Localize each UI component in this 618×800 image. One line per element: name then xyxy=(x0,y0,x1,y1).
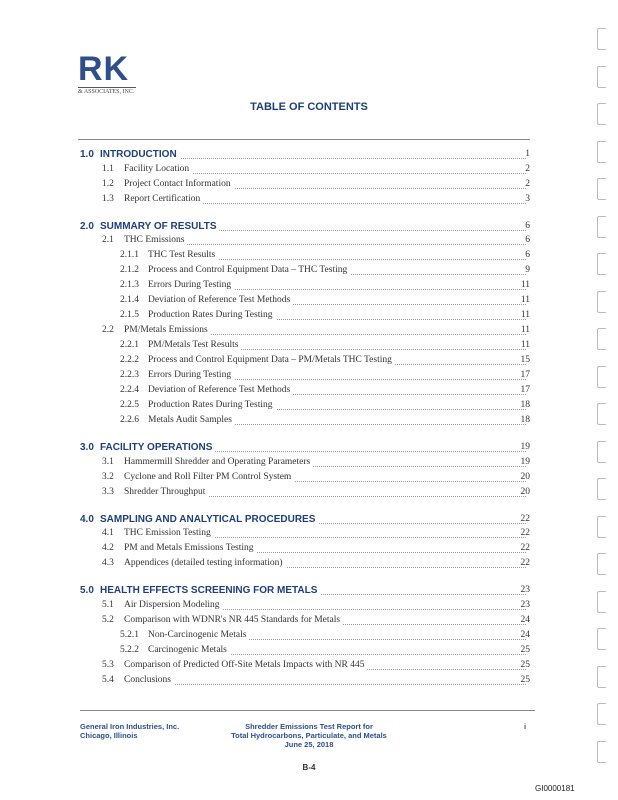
toc-entry-label xyxy=(80,514,318,525)
toc-entry xyxy=(0,340,618,354)
toc-entry-number: 3.3 xyxy=(102,486,114,497)
toc-entry-label xyxy=(102,472,294,482)
toc-entry-page: 22 xyxy=(520,543,530,553)
binder-tab xyxy=(597,328,606,350)
toc-entry-page: 3 xyxy=(525,193,530,204)
toc-entry-number: 2.1 xyxy=(102,235,114,245)
toc-entry xyxy=(0,472,618,486)
toc-entry-text: FACILITY OPERATIONS xyxy=(100,442,213,453)
footer-company: General Iron Industries, Inc. xyxy=(80,722,180,731)
toc-entry-number: 5.2 xyxy=(102,614,114,625)
toc-entry-page: 11 xyxy=(520,280,530,290)
binder-tab xyxy=(597,28,606,50)
toc-entry-number: 5.4 xyxy=(102,674,114,685)
toc-entry-text: Process and Control Equipment Data – THC Testing xyxy=(148,265,348,275)
toc-entry xyxy=(0,442,618,456)
toc-entry-page: 6 xyxy=(525,220,530,231)
binder-tab xyxy=(597,553,606,575)
binder-tab xyxy=(597,703,606,725)
footer-report-subtitle: Total Hydrocarbons, Particulate, and Metals xyxy=(231,731,387,740)
toc-entry-label xyxy=(120,280,234,290)
toc-entry-text: SAMPLING AND ANALYTICAL PROCEDURES xyxy=(100,513,316,525)
toc-entry xyxy=(0,194,618,208)
toc-entry-page: 23 xyxy=(520,585,530,595)
toc-entry-page: 11 xyxy=(520,325,530,335)
toc-entry-text: PM and Metals Emissions Testing xyxy=(124,543,254,553)
toc-entry-label xyxy=(120,295,293,305)
toc-entry xyxy=(0,675,618,689)
logo-subtitle: & ASSOCIATES, INC. xyxy=(78,89,135,95)
binder-tab xyxy=(597,103,606,125)
toc-entry-number: 1.2 xyxy=(102,178,114,189)
toc-entry xyxy=(0,235,618,249)
toc-entry-text: THC Test Results xyxy=(148,250,216,260)
toc-entry xyxy=(0,250,618,264)
toc-entry-number: 2.2.2 xyxy=(120,355,139,365)
binder-tab xyxy=(597,216,606,238)
toc-entry-text: PM/Metals Emissions xyxy=(124,325,208,335)
toc-entry-text: SUMMARY OF RESULTS xyxy=(100,220,217,232)
toc-entry xyxy=(0,585,618,599)
toc-entry-text: Conclusions xyxy=(124,674,171,685)
toc-entry-label xyxy=(102,600,223,610)
page-label: B-4 xyxy=(302,763,316,772)
toc-entry-text: Appendices (detailed testing information) xyxy=(124,558,283,568)
toc-entry-label xyxy=(102,325,211,335)
toc-entry xyxy=(0,221,618,235)
toc-entry xyxy=(0,514,618,528)
toc-title: TABLE OF CONTENTS xyxy=(250,101,368,113)
toc-entry-label xyxy=(102,543,257,553)
toc-entry-label xyxy=(80,585,320,596)
toc-entry-page: 17 xyxy=(520,385,530,395)
toc-entry xyxy=(0,615,618,629)
toc-entry-page: 22 xyxy=(520,528,530,538)
toc-leader-dots xyxy=(112,675,526,685)
binder-tab xyxy=(597,66,606,88)
toc-entry-text: Project Contact Information xyxy=(124,178,231,189)
toc-entry-text: Errors During Testing xyxy=(148,370,232,380)
toc-entry-page: 2 xyxy=(525,163,530,174)
toc-entry-label xyxy=(102,615,343,625)
toc-entry-page: 22 xyxy=(520,513,530,524)
binder-tab xyxy=(597,516,606,538)
toc-entry-page: 6 xyxy=(525,250,530,260)
toc-entry-number: 2.1.3 xyxy=(120,280,139,290)
toc-entry-number: 2.2.5 xyxy=(120,400,139,410)
toc-entry-label xyxy=(102,235,187,245)
toc-entry-number: 5.3 xyxy=(102,659,114,670)
binder-tab xyxy=(597,666,606,688)
toc-entry-number: 3.0 xyxy=(80,442,94,453)
toc-entry-text: Carcinogenic Metals xyxy=(148,644,227,655)
toc-entry xyxy=(0,528,618,542)
toc-entry xyxy=(0,280,618,294)
toc-entry-label xyxy=(120,355,395,365)
toc-entry-number: 1.0 xyxy=(80,149,94,160)
toc-entry-number: 4.0 xyxy=(80,513,94,525)
toc-entry-text: Cyclone and Roll Filter PM Control System xyxy=(124,471,292,482)
company-logo xyxy=(78,52,136,95)
binder-tab xyxy=(597,591,606,613)
toc-entry xyxy=(0,558,618,572)
toc-entry-text: Facility Location xyxy=(124,163,190,174)
toc-entry-text: Errors During Testing xyxy=(148,280,232,290)
toc-entry xyxy=(0,310,618,324)
toc-entry-label xyxy=(120,400,276,410)
toc-entry-number: 2.2 xyxy=(102,325,114,335)
toc-entry-page: 20 xyxy=(520,486,530,497)
toc-entry-text: Air Dispersion Modeling xyxy=(124,599,220,610)
toc-entry xyxy=(0,645,618,659)
toc-entry-page: 23 xyxy=(520,599,530,610)
toc-entry-label xyxy=(102,675,174,685)
toc-entry-number: 1.1 xyxy=(102,163,114,174)
toc-entry-number: 2.2.3 xyxy=(120,370,139,380)
toc-entry-page: 9 xyxy=(525,265,530,275)
toc-entry-label xyxy=(102,179,234,189)
toc-entry-label xyxy=(102,528,214,538)
toc-entry-page: 19 xyxy=(520,442,530,452)
toc-entry-number: 3.2 xyxy=(102,471,114,482)
toc-entry-number: 5.0 xyxy=(80,585,94,596)
toc-entry-page: 20 xyxy=(520,471,530,482)
toc-entry-page: 2 xyxy=(525,178,530,189)
toc-entry-label xyxy=(120,415,235,425)
toc-entry-text: Hammermill Shredder and Operating Parameters xyxy=(124,456,311,467)
toc-entry-number: 2.0 xyxy=(80,220,94,232)
binder-tab xyxy=(597,178,606,200)
toc-entry-text: PM/Metals Test Results xyxy=(148,340,239,350)
toc-entry-label xyxy=(102,660,367,670)
toc-entry-number: 5.2.1 xyxy=(120,629,139,640)
toc-entry-number: 2.1.2 xyxy=(120,265,139,275)
toc-entry-text: Report Certification xyxy=(124,193,201,204)
toc-entry-label xyxy=(120,340,241,350)
toc-entry-text: Deviation of Reference Test Methods xyxy=(148,385,291,395)
toc-entry xyxy=(0,355,618,369)
toc-entry-page: 1 xyxy=(525,149,530,159)
toc-entry-text: Production Rates During Testing xyxy=(148,310,273,320)
toc-entry-text: THC Emission Testing xyxy=(124,528,211,538)
toc-entry-label xyxy=(80,221,219,232)
logo-letters: RK xyxy=(78,50,130,88)
toc-entry-page: 25 xyxy=(520,659,530,670)
toc-entry-page: 11 xyxy=(520,340,530,350)
toc-entry-text: Comparison with WDNR's NR 445 Standards for Metals xyxy=(124,614,341,625)
binder-tab xyxy=(597,741,606,763)
toc-entry-label xyxy=(120,645,230,655)
toc-entry-text: INTRODUCTION xyxy=(100,149,177,160)
toc-entry-label xyxy=(102,457,313,467)
toc-entry-number: 3.1 xyxy=(102,456,114,467)
footer-report-title: Shredder Emissions Test Report for xyxy=(245,722,373,731)
toc-entry-text: Deviation of Reference Test Methods xyxy=(148,295,291,305)
binder-tab xyxy=(597,478,606,500)
toc-entry-text: Production Rates During Testing xyxy=(148,400,273,410)
toc-entry-page: 18 xyxy=(520,415,530,425)
toc-entry-page: 18 xyxy=(520,400,530,410)
footer-location: Chicago, Illinois xyxy=(80,731,138,740)
toc-entry xyxy=(0,543,618,557)
toc-entry xyxy=(0,660,618,674)
toc-entry xyxy=(0,325,618,339)
toc-entry-label xyxy=(120,370,234,380)
toc-entry-number: 2.2.4 xyxy=(120,385,139,395)
toc-entry-page: 11 xyxy=(520,295,530,305)
toc-entry xyxy=(0,164,618,178)
binder-tab xyxy=(597,141,606,163)
toc-entry xyxy=(0,600,618,614)
toc-entry-page: 17 xyxy=(520,370,530,380)
toc-entry xyxy=(0,487,618,501)
toc-entry-label xyxy=(120,630,249,640)
binder-tab xyxy=(597,366,606,388)
toc-entry-text: THC Emissions xyxy=(124,235,185,245)
binder-tab xyxy=(597,253,606,275)
toc-entry xyxy=(0,630,618,644)
toc-entry xyxy=(0,149,618,163)
toc-entry-number: 2.1.4 xyxy=(120,295,139,305)
toc-entry-page: 19 xyxy=(520,456,530,467)
toc-entry-label xyxy=(102,558,286,568)
binder-tab xyxy=(597,291,606,313)
toc-entry-label xyxy=(102,164,192,174)
toc-entry-number: 1.3 xyxy=(102,193,114,204)
toc-entry xyxy=(0,179,618,193)
toc-entry-number: 2.2.1 xyxy=(120,340,139,350)
toc-entry-page: 11 xyxy=(520,310,530,320)
binder-tab xyxy=(597,403,606,425)
toc-entry-text: Shredder Throughput xyxy=(124,486,206,497)
toc-entry-label xyxy=(80,442,215,453)
toc-entry-label xyxy=(102,487,208,497)
toc-entry-text: Comparison of Predicted Off-Site Metals Impacts with NR 445 xyxy=(124,659,365,670)
bates-number: GI0000181 xyxy=(535,784,575,793)
toc-entry-text: Metals Audit Samples xyxy=(148,415,232,425)
binder-tab xyxy=(597,628,606,650)
toc-entry-number: 5.2.2 xyxy=(120,644,139,655)
toc-entry xyxy=(0,370,618,384)
header-rule xyxy=(78,139,530,140)
footer-date: June 25, 2018 xyxy=(284,740,334,749)
toc-entry xyxy=(0,385,618,399)
toc-entry-number: 4.2 xyxy=(102,543,114,553)
toc-entry-text: Process and Control Equipment Data – PM/Metals THC Testing xyxy=(148,355,392,365)
toc-entry-page: 15 xyxy=(520,355,530,365)
toc-entry-page: 24 xyxy=(520,629,530,640)
toc-entry xyxy=(0,400,618,414)
toc-entry-number: 2.2.6 xyxy=(120,415,139,425)
toc-entry-label xyxy=(120,310,276,320)
toc-entry-label xyxy=(120,250,218,260)
toc-entry-label xyxy=(102,194,203,204)
toc-entry-page: 6 xyxy=(525,235,530,245)
toc-entry-number: 4.3 xyxy=(102,558,114,568)
toc-entry xyxy=(0,415,618,429)
toc-entry-page: 24 xyxy=(520,614,530,625)
toc-entry xyxy=(0,295,618,309)
binder-tab xyxy=(597,441,606,463)
toc-entry-number: 4.1 xyxy=(102,528,114,538)
toc-entry xyxy=(0,457,618,471)
toc-entry xyxy=(0,265,618,279)
toc-entry-page: 22 xyxy=(520,558,530,568)
toc-entry-label xyxy=(120,385,293,395)
toc-entry-number: 2.1.5 xyxy=(120,310,139,320)
footer-rule xyxy=(80,710,535,711)
toc-entry-page: 25 xyxy=(520,644,530,655)
footer-page-number: i xyxy=(524,722,527,731)
toc-entry-label xyxy=(120,265,350,275)
toc-entry-page: 25 xyxy=(520,674,530,685)
toc-entry-number: 5.1 xyxy=(102,599,114,610)
toc-entry-text: Non-Carcinogenic Metals xyxy=(148,629,247,640)
toc-entry-number: 2.1.1 xyxy=(120,250,139,260)
toc-entry-text: HEALTH EFFECTS SCREENING FOR METALS xyxy=(100,585,318,596)
toc-entry-label xyxy=(80,149,180,160)
